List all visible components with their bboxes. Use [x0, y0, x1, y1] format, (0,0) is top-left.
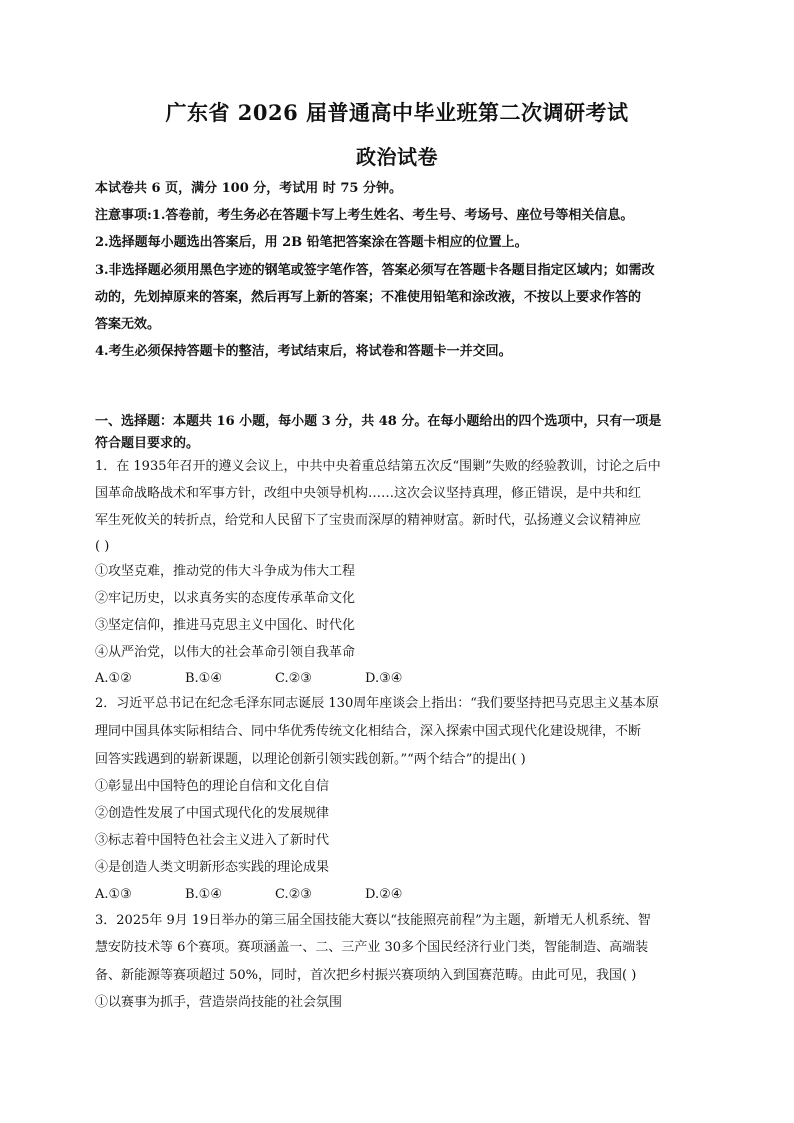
option-b: B.①④: [185, 671, 222, 686]
option-d: D.②④: [365, 887, 403, 902]
question-stem: 国革命战略战术和军事方针，改组中央领导机构……这次会议坚持真理，修正错误，是中共和红: [95, 486, 642, 501]
question-item: ④是创造人类文明新形态实践的理论成果: [95, 860, 330, 875]
option-a: A.①③: [95, 887, 132, 902]
page-title: 广东省 2026 届普通高中毕业班第二次调研考试: [165, 100, 629, 125]
option-b: B.①④: [185, 887, 222, 902]
question-stem: 3．2025年 9月 19日举办的第三届全国技能大赛以“技能照亮前程”为主题，新增无人机系统、智: [95, 913, 651, 928]
question-item: ①彰显出中国特色的理论自信和文化自信: [95, 779, 330, 794]
notice-line: 动的，先划掉原来的答案，然后再写上新的答案；不准使用铅笔和涂改液，不按以上要求作答的: [95, 290, 642, 305]
option-c: C.②③: [275, 671, 312, 686]
option-a: A.①②: [95, 671, 132, 686]
notice-line: 2.选择题每小题选出答案后，用 2B 铅笔把答案涂在答题卡相应的位置上。: [95, 235, 528, 250]
question-item: ③标志着中国特色社会主义进入了新时代: [95, 833, 330, 848]
question-stem: 理同中国具体实际相结合、同中华优秀传统文化相结合，深入探索中国式现代化建设规律，不断: [95, 724, 642, 739]
notice-line: 3.非选择题必须用黑色字迹的钢笔或签字笔作答，答案必须写在答题卡各题目指定区域内；如需改: [95, 263, 655, 278]
notice-line: 注意事项:1.答卷前，考生务必在答题卡写上考生姓名、考生号、考场号、座位号等相关信息。: [95, 208, 634, 223]
question-item: ②牢记历史，以求真务实的态度传承革命文化: [95, 591, 356, 606]
notice-line: 4.考生必须保持答题卡的整洁，考试结束后，将试卷和答题卡一并交回。: [95, 344, 512, 359]
question-stem: 2．习近平总书记在纪念毛泽东同志诞辰 130周年座谈会上指出：“我们要坚持把马克思主义基本原: [95, 696, 659, 711]
question-item: ③坚定信仰，推进马克思主义中国化、时代化: [95, 618, 356, 633]
question-item: ②创造性发展了中国式现代化的发展规律: [95, 806, 330, 821]
answer-options: [95, 670, 455, 688]
question-stem: 回答实践遇到的崭新课题，以理论创新引领实践创新。”“两个结合”的提出( ): [95, 752, 526, 767]
question-stem: 备、新能源等赛项超过 50%，同时，首次把乡村振兴赛项纳入到国赛范畴。由此可见，我国( ): [95, 968, 637, 983]
question-item: ①以赛事为抓手，营造崇尚技能的社会氛围: [95, 995, 343, 1010]
notice-line: 本试卷共 6 页，满分 100 分，考试用 时 75 分钟。: [95, 181, 402, 196]
question-stem: 军生死攸关的转折点，给党和人民留下了宝贵而深厚的精神财富。新时代，弘扬遵义会议精神应: [95, 513, 642, 528]
page-subtitle: 政治试卷: [356, 145, 438, 169]
answer-options: [95, 886, 455, 904]
question-item: ④从严治党，以伟大的社会革命引领自我革命: [95, 645, 356, 660]
section-heading: 符合题目要求的。: [95, 436, 200, 451]
notice-line: 答案无效。: [95, 317, 161, 332]
question-stem: ( ): [95, 539, 110, 554]
option-c: C.②③: [275, 887, 312, 902]
question-stem: 慧安防技术等 6个赛项。赛项涵盖一、二、三产业 30多个国民经济行业门类，智能制造、高端装: [95, 940, 649, 955]
section-heading: 一、选择题：本题共 16 小题，每小题 3 分，共 48 分。在每小题给出的四个选项中，只有一项是: [95, 414, 662, 429]
question-item: ①攻坚克难，推动党的伟大斗争成为伟大工程: [95, 564, 356, 579]
option-d: D.③④: [365, 671, 403, 686]
question-stem: 1．在 1935年召开的遵义会议上，中共中央着重总结第五次反“围剿”失败的经验教训，讨论之后中: [95, 459, 661, 474]
